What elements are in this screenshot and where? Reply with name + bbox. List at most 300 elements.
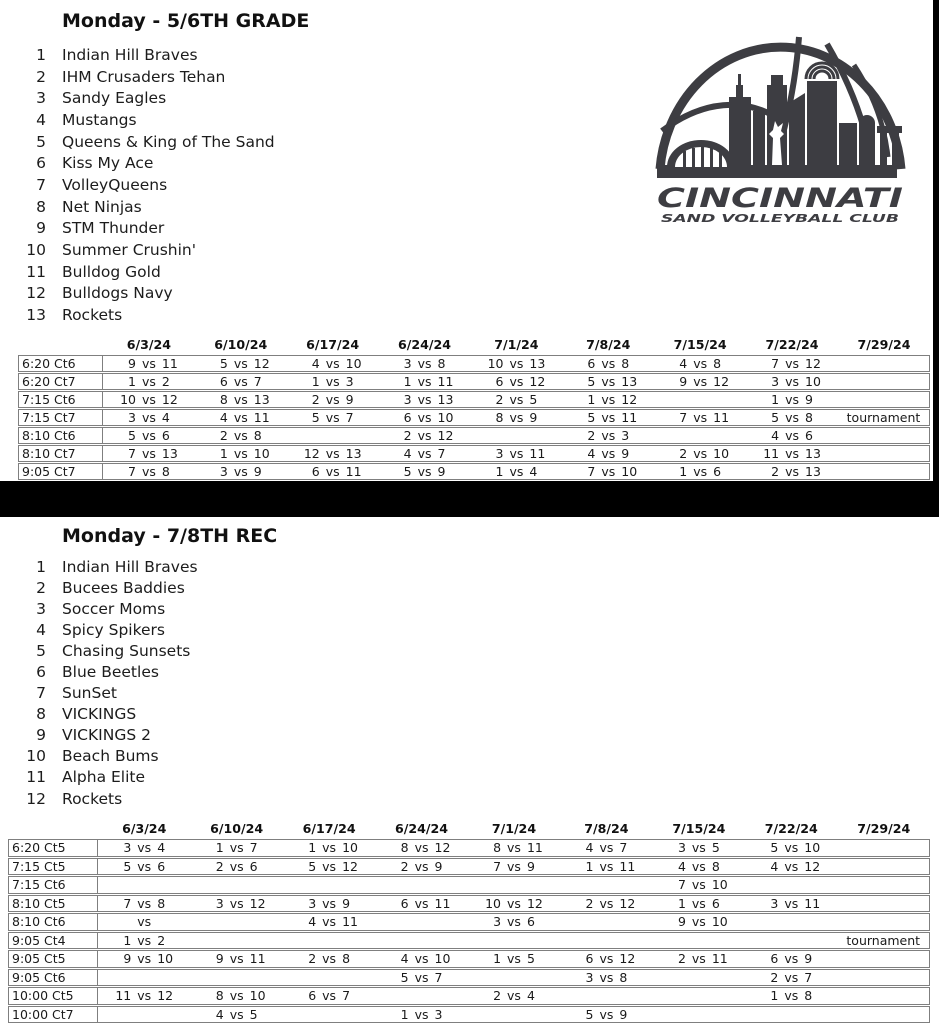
game-cell xyxy=(287,391,379,408)
empty-game-cell xyxy=(375,913,467,931)
vs-label: vs xyxy=(507,914,521,930)
game-cell xyxy=(379,373,471,390)
schedule-row xyxy=(8,1006,930,1024)
schedule-header-date: 6/17/24 xyxy=(306,337,360,352)
empty-game-cell xyxy=(375,932,467,950)
game-matchup xyxy=(379,464,471,479)
game-matchup xyxy=(562,464,654,479)
vs-label: vs xyxy=(141,464,156,479)
vs-label: vs xyxy=(785,356,800,371)
away-team-number: 12 xyxy=(157,988,174,1004)
game-matchup xyxy=(654,410,746,425)
schedule-header-date: 6/10/24 xyxy=(210,821,264,836)
team-number: 13 xyxy=(26,306,46,325)
game-cell xyxy=(745,950,837,968)
away-team-number: 10 xyxy=(249,988,266,1004)
empty-game-cell xyxy=(468,876,560,894)
away-team-number: 7 xyxy=(804,969,813,985)
time-court-cell: 9:05 Ct5 xyxy=(8,950,98,968)
schedule-header-date: 7/1/24 xyxy=(491,821,537,836)
team-list-item xyxy=(16,725,198,746)
home-team-number: 9 xyxy=(123,951,132,967)
away-team-number: 11 xyxy=(437,374,454,389)
game-cell xyxy=(746,409,838,426)
vs-label: vs xyxy=(785,374,800,389)
game-matchup xyxy=(745,970,837,985)
vs-label: vs xyxy=(601,392,616,407)
empty-game-cell xyxy=(838,427,930,444)
vs-label: vs xyxy=(417,392,432,407)
game-matchup xyxy=(287,464,379,479)
away-team-number: 8 xyxy=(161,464,170,479)
game-cell xyxy=(379,463,471,480)
team-list-item xyxy=(16,661,198,682)
vs-label: vs xyxy=(601,356,616,371)
game-cell xyxy=(562,463,654,480)
team-list-item xyxy=(16,218,275,240)
home-team-number: 5 xyxy=(587,410,596,425)
time-court-cell: 7:15 Ct5 xyxy=(8,858,98,876)
vs-label: vs xyxy=(784,969,799,985)
game-cell xyxy=(190,839,282,857)
away-team-number: 12 xyxy=(253,356,270,371)
away-team-number: 9 xyxy=(619,1006,628,1022)
section2-team-list xyxy=(16,556,198,809)
vs-label: vs xyxy=(414,951,429,967)
vs-label: vs xyxy=(233,392,248,407)
empty-game-cell xyxy=(838,969,931,987)
home-team-number: 8 xyxy=(215,988,224,1004)
home-team-number: 6 xyxy=(308,988,317,1004)
away-team-number: 11 xyxy=(434,895,451,911)
vs-label: vs xyxy=(599,840,614,856)
game-cell xyxy=(746,427,838,444)
away-team-number: 13 xyxy=(161,446,178,461)
away-team-number: 6 xyxy=(249,858,258,874)
home-team-number: 3 xyxy=(219,464,228,479)
game-cell xyxy=(98,858,190,876)
home-team-number: 1 xyxy=(770,988,779,1004)
away-team-number: 7 xyxy=(253,374,262,389)
away-team-number: 9 xyxy=(434,858,443,874)
game-matchup xyxy=(653,877,745,892)
game-cell xyxy=(745,895,837,913)
team-number: 11 xyxy=(26,768,46,787)
game-cell xyxy=(562,445,654,462)
home-team-number: 4 xyxy=(770,858,779,874)
game-matchup xyxy=(375,951,467,966)
empty-game-cell xyxy=(283,969,375,987)
vs-label: vs xyxy=(229,951,244,967)
vs-label: vs xyxy=(137,858,152,874)
game-matchup xyxy=(98,859,190,874)
empty-game-cell xyxy=(745,876,837,894)
away-team-number: 8 xyxy=(157,895,166,911)
game-cell xyxy=(468,987,560,1005)
schedule-row xyxy=(8,932,930,950)
away-team-number: 7 xyxy=(619,840,628,856)
game-cell xyxy=(287,409,379,426)
away-team-number: 4 xyxy=(529,464,538,479)
time-court-cell: 6:20 Ct5 xyxy=(8,839,98,857)
game-matchup xyxy=(745,951,837,966)
home-team-number: 3 xyxy=(495,446,504,461)
away-team-number: 13 xyxy=(253,392,270,407)
game-matchup xyxy=(654,464,746,479)
game-cell xyxy=(471,355,563,372)
empty-game-cell xyxy=(190,913,282,931)
vs-label: vs xyxy=(414,1006,429,1022)
empty-game-cell xyxy=(375,876,467,894)
game-matchup: vs xyxy=(137,914,152,930)
game-matchup xyxy=(745,896,837,911)
game-matchup xyxy=(287,374,379,389)
empty-game-cell xyxy=(838,858,931,876)
time-court-cell: 8:10 Ct6 xyxy=(18,427,103,444)
home-team-number: 11 xyxy=(763,446,780,461)
empty-game-cell xyxy=(838,895,931,913)
game-cell xyxy=(375,950,467,968)
schedule-header-date: 6/3/24 xyxy=(126,337,172,352)
team-name: Chasing Sunsets xyxy=(62,641,191,660)
time-court-cell: 7:15 Ct7 xyxy=(18,409,103,426)
game-cell xyxy=(654,373,746,390)
vs-label: vs xyxy=(137,988,152,1004)
away-team-number: 3 xyxy=(345,374,354,389)
schedule-header-date: 7/22/24 xyxy=(764,821,818,836)
away-team-number: 13 xyxy=(621,374,638,389)
home-team-number: 9 xyxy=(215,951,224,967)
vs-label: vs xyxy=(785,392,800,407)
game-matchup xyxy=(560,859,652,874)
schedule-header-date: 6/24/24 xyxy=(395,821,449,836)
vs-label: vs xyxy=(691,951,706,967)
game-matchup xyxy=(190,951,282,966)
vs-label: vs xyxy=(325,392,340,407)
game-cell xyxy=(562,355,654,372)
home-team-number: 5 xyxy=(771,410,780,425)
game-matchup xyxy=(653,914,745,929)
home-team-number: 1 xyxy=(587,392,596,407)
game-cell xyxy=(375,969,467,987)
empty-game-cell xyxy=(653,969,745,987)
away-team-number: 5 xyxy=(526,951,535,967)
home-team-number: 3 xyxy=(308,895,317,911)
vs-label: vs xyxy=(229,840,244,856)
away-team-number: 12 xyxy=(342,858,358,874)
game-matchup xyxy=(471,446,563,461)
home-team-number: 7 xyxy=(677,877,686,893)
vs-label: vs xyxy=(233,464,248,479)
home-team-number: 2 xyxy=(403,428,412,443)
home-team-number: 1 xyxy=(128,374,136,389)
away-team-number: 9 xyxy=(621,446,630,461)
vs-label: vs xyxy=(137,840,152,856)
home-team-number: 3 xyxy=(493,914,502,930)
game-matchup xyxy=(746,410,838,425)
home-team-number: 6 xyxy=(495,374,504,389)
game-cell xyxy=(195,445,287,462)
team-number: 1 xyxy=(36,45,46,64)
away-team-number: 6 xyxy=(713,464,722,479)
game-matchup xyxy=(468,896,560,911)
game-cell xyxy=(562,373,654,390)
home-team-number: 4 xyxy=(219,410,228,425)
schedule-header-date: 7/8/24 xyxy=(586,337,631,352)
team-list-item xyxy=(16,598,198,619)
team-list-item xyxy=(16,788,198,809)
team-name: SunSet xyxy=(62,684,117,703)
game-matchup xyxy=(375,970,467,985)
vs-label: vs xyxy=(325,446,340,461)
away-team-number: 13 xyxy=(345,446,362,461)
away-team-number: 2 xyxy=(157,932,166,948)
vs-label: vs xyxy=(507,858,521,874)
game-matchup xyxy=(283,988,375,1003)
team-name: Mustangs xyxy=(62,110,137,129)
away-team-number: 12 xyxy=(437,428,454,443)
vs-label: vs xyxy=(785,410,800,425)
game-matchup xyxy=(195,410,287,425)
game-cell xyxy=(838,409,930,426)
schedule-header-date: 7/15/24 xyxy=(673,337,727,352)
away-team-number: 12 xyxy=(713,374,730,389)
game-matchup xyxy=(103,392,195,407)
game-matchup xyxy=(375,840,467,855)
game-matchup xyxy=(283,896,375,911)
schedule-header-empty xyxy=(8,821,98,838)
team-list-item xyxy=(16,109,275,131)
game-cell xyxy=(838,932,931,950)
team-number: 5 xyxy=(36,641,46,660)
away-team-number: 8 xyxy=(621,356,630,371)
away-team-number: 8 xyxy=(713,356,722,371)
vs-label: vs xyxy=(322,914,337,930)
game-cell xyxy=(375,858,467,876)
team-name: STM Thunder xyxy=(62,219,165,238)
home-team-number: 6 xyxy=(587,356,596,371)
team-name: Bulldogs Navy xyxy=(62,284,173,303)
game-matchup xyxy=(560,896,652,911)
vs-label: vs xyxy=(784,988,799,1004)
vs-label: vs xyxy=(509,356,524,371)
vs-label: vs xyxy=(509,446,524,461)
home-team-number: 5 xyxy=(587,374,596,389)
home-team-number: 2 xyxy=(770,969,779,985)
team-list-item xyxy=(16,174,275,196)
game-matchup xyxy=(471,356,563,371)
time-court-cell: 7:15 Ct6 xyxy=(18,391,103,408)
vs-label: vs xyxy=(693,446,708,461)
game-cell xyxy=(653,876,745,894)
game-matchup xyxy=(379,446,471,461)
empty-game-cell xyxy=(98,969,190,987)
game-cell xyxy=(379,409,471,426)
away-team-number: 9 xyxy=(437,464,446,479)
empty-game-cell xyxy=(98,876,190,894)
team-name: Spicy Spikers xyxy=(62,620,165,639)
game-cell xyxy=(562,391,654,408)
home-team-number: 9 xyxy=(128,356,136,371)
home-team-number: 2 xyxy=(215,858,224,874)
team-list-item xyxy=(16,704,198,725)
team-number: 9 xyxy=(36,726,46,745)
away-team-number: 10 xyxy=(711,877,728,893)
game-cell xyxy=(562,427,654,444)
time-court-cell: 8:10 Ct5 xyxy=(8,895,98,913)
game-cell xyxy=(103,373,195,390)
vs-label: vs xyxy=(507,895,521,911)
away-team-number: 3 xyxy=(434,1006,443,1022)
away-team-number: 12 xyxy=(249,895,266,911)
away-team-number: 6 xyxy=(526,914,535,930)
game-matchup xyxy=(379,410,471,425)
away-team-number: 10 xyxy=(621,464,638,479)
vs-label: vs xyxy=(229,988,244,1004)
game-matchup xyxy=(560,951,652,966)
team-name: IHM Crusaders Tehan xyxy=(62,67,226,86)
team-number: 9 xyxy=(36,219,46,238)
game-cell xyxy=(287,355,379,372)
empty-game-cell xyxy=(838,950,931,968)
game-cell xyxy=(103,391,195,408)
team-number: 8 xyxy=(36,197,46,216)
away-team-number: 7 xyxy=(342,988,351,1004)
game-cell xyxy=(375,895,467,913)
game-matchup xyxy=(562,374,654,389)
vs-label: vs xyxy=(322,895,337,911)
empty-game-cell xyxy=(560,876,652,894)
game-matchup xyxy=(375,859,467,874)
team-list-item xyxy=(16,640,198,661)
empty-game-cell xyxy=(654,427,746,444)
empty-game-cell xyxy=(838,913,931,931)
vs-label: vs xyxy=(414,895,429,911)
away-team-number: 5 xyxy=(249,1006,258,1022)
vs-label: vs xyxy=(417,464,432,479)
game-cell xyxy=(287,445,379,462)
vs-label: vs xyxy=(417,356,432,371)
game-matchup xyxy=(98,896,190,911)
vs-label: vs xyxy=(141,374,156,389)
game-cell xyxy=(195,463,287,480)
section2-schedule-table xyxy=(8,820,930,1024)
time-court-cell: 9:05 Ct6 xyxy=(8,969,98,987)
game-cell xyxy=(471,373,563,390)
schedule-header-date: 6/10/24 xyxy=(214,337,268,352)
game-cell xyxy=(560,950,652,968)
game-matchup: tournament xyxy=(846,932,921,948)
away-team-number: 5 xyxy=(711,840,720,856)
away-team-number: 5 xyxy=(529,392,538,407)
home-team-number: 4 xyxy=(771,428,780,443)
time-court-cell: 6:20 Ct6 xyxy=(18,355,103,372)
home-team-number: 4 xyxy=(400,951,409,967)
home-team-number: 3 xyxy=(403,392,412,407)
vs-label: vs xyxy=(691,895,706,911)
away-team-number: 4 xyxy=(157,840,166,856)
team-name: Indian Hill Braves xyxy=(62,557,198,576)
game-matchup xyxy=(283,859,375,874)
schedule-row xyxy=(18,373,930,390)
vs-label: vs xyxy=(229,858,244,874)
vs-label: vs xyxy=(785,428,800,443)
time-court-cell: 10:00 Ct7 xyxy=(8,1006,98,1024)
home-team-number: 3 xyxy=(585,969,594,985)
away-team-number: 12 xyxy=(161,392,178,407)
away-team-number: 13 xyxy=(529,356,546,371)
vs-label: vs xyxy=(322,858,337,874)
game-matchup xyxy=(379,374,471,389)
home-team-number: 5 xyxy=(308,858,317,874)
game-matchup xyxy=(653,840,745,855)
game-matchup xyxy=(654,374,746,389)
home-team-number: 5 xyxy=(128,428,136,443)
game-cell xyxy=(468,950,560,968)
empty-game-cell xyxy=(283,1006,375,1024)
home-team-number: 1 xyxy=(403,374,412,389)
home-team-number: 2 xyxy=(219,428,228,443)
home-team-number: 4 xyxy=(585,840,594,856)
game-cell xyxy=(195,427,287,444)
game-matchup xyxy=(190,840,282,855)
home-team-number: 2 xyxy=(311,392,320,407)
game-matchup xyxy=(746,356,838,371)
schedule-header-date: 7/1/24 xyxy=(494,337,539,352)
game-matchup xyxy=(103,410,195,425)
game-matchup xyxy=(98,951,190,966)
vs-label: vs xyxy=(785,446,800,461)
team-name: Sandy Eagles xyxy=(62,89,167,108)
vs-label: vs xyxy=(325,410,340,425)
team-name: Beach Bums xyxy=(62,747,159,766)
team-list-item xyxy=(16,283,275,305)
vs-label: vs xyxy=(785,464,800,479)
home-team-number: 1 xyxy=(493,951,502,967)
empty-game-cell xyxy=(560,913,652,931)
vs-label: vs xyxy=(509,410,524,425)
home-team-number: 4 xyxy=(403,446,412,461)
game-cell xyxy=(471,445,563,462)
game-matchup xyxy=(190,859,282,874)
empty-game-cell xyxy=(654,391,746,408)
game-cell xyxy=(103,445,195,462)
game-matchup xyxy=(98,933,190,948)
home-team-number: 8 xyxy=(219,392,228,407)
team-number: 12 xyxy=(26,789,46,808)
section1-schedule-table xyxy=(18,336,930,481)
schedule-row xyxy=(18,355,930,372)
away-team-number: 10 xyxy=(342,840,358,856)
team-list-item xyxy=(16,261,275,283)
home-team-number: 2 xyxy=(771,464,780,479)
away-team-number: 9 xyxy=(805,392,813,407)
team-number: 10 xyxy=(26,241,46,260)
home-team-number: 3 xyxy=(128,410,136,425)
game-matchup xyxy=(468,951,560,966)
game-matchup xyxy=(653,951,745,966)
game-matchup xyxy=(745,988,837,1003)
away-team-number: 6 xyxy=(805,428,813,443)
game-cell xyxy=(654,355,746,372)
team-number: 6 xyxy=(36,154,46,173)
team-list-item xyxy=(16,746,198,767)
home-team-number: 2 xyxy=(679,446,688,461)
game-cell xyxy=(190,987,282,1005)
game-cell xyxy=(283,987,375,1005)
game-matchup xyxy=(746,392,838,407)
away-team-number: 10 xyxy=(805,374,821,389)
